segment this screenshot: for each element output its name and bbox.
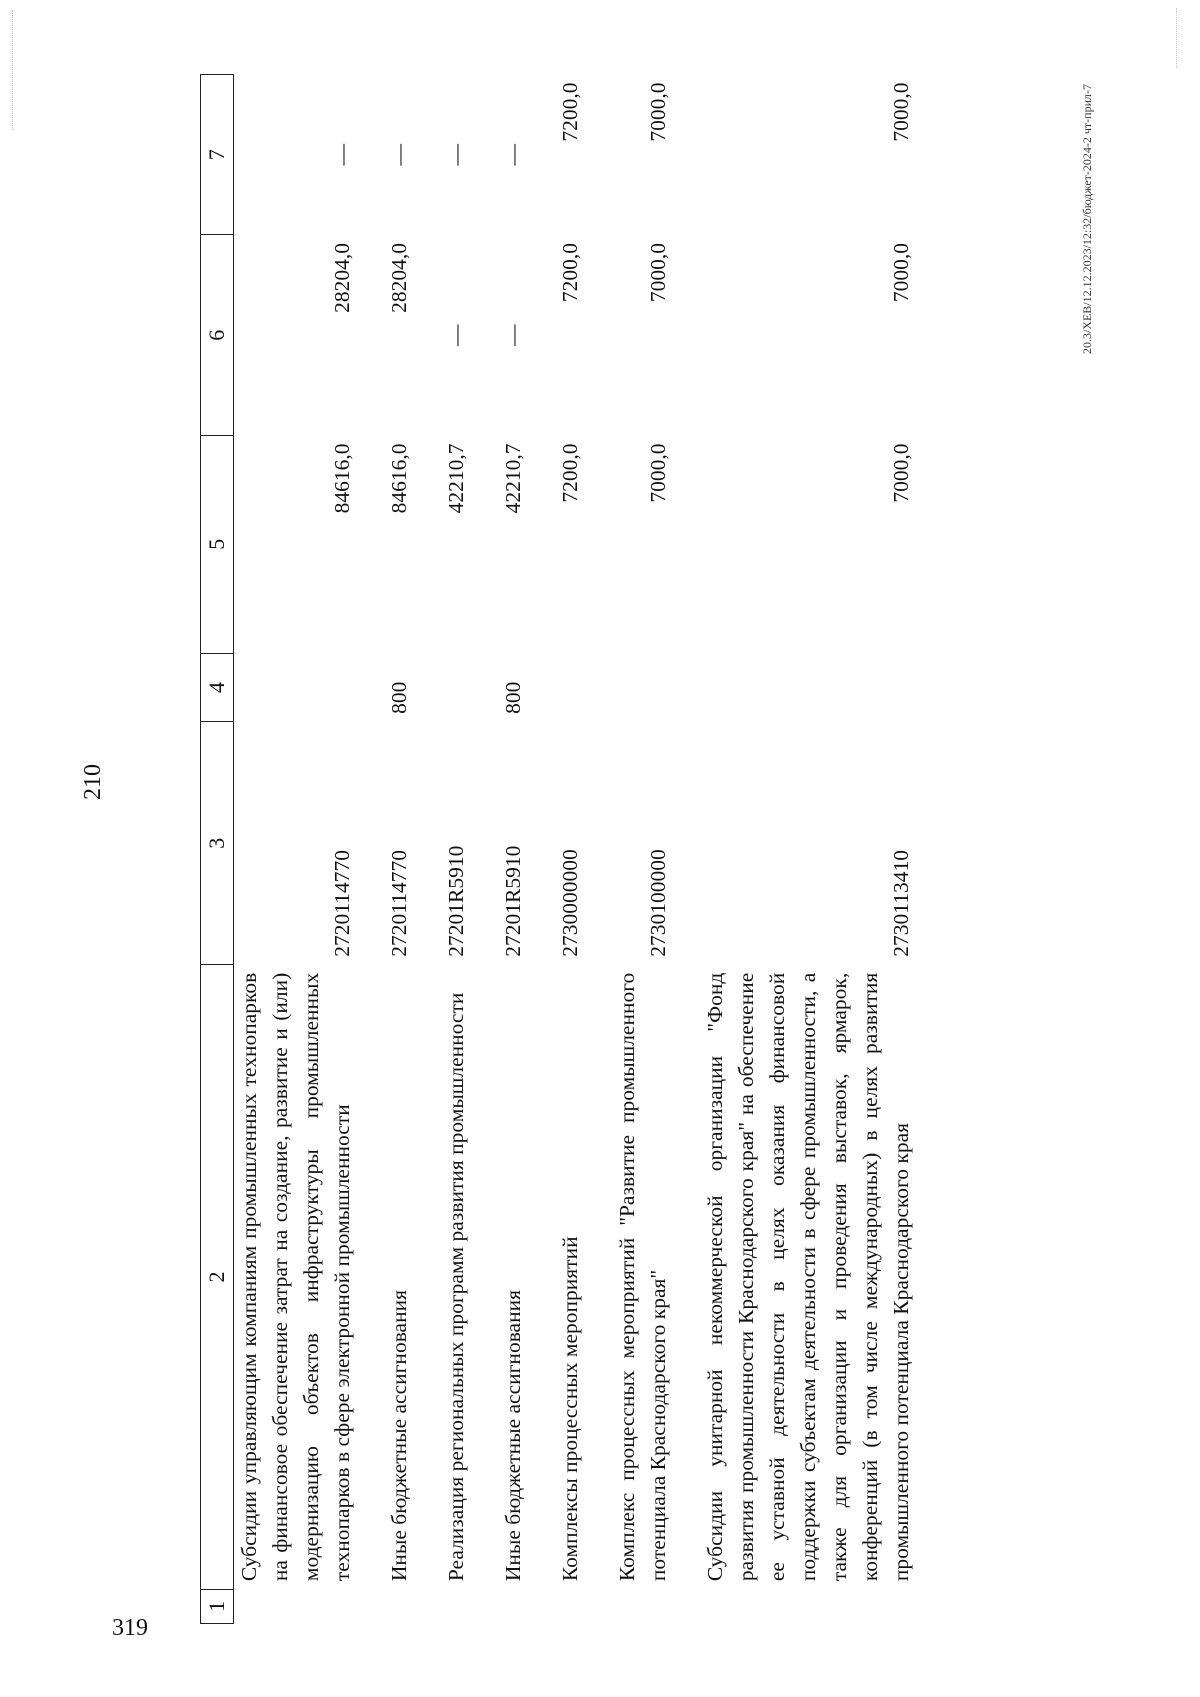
scan-edge-mark <box>1176 8 1181 68</box>
rotated-sheet <box>200 74 1200 1624</box>
row-value-6: — <box>501 324 525 346</box>
table-row <box>441 75 472 1624</box>
row-kind: 800 <box>387 681 411 714</box>
row-value-7: 7000,0 <box>889 82 913 142</box>
row-code: 27201R5910 <box>501 845 525 957</box>
row-value-7: 7000,0 <box>646 82 670 142</box>
row-value-5: 42210,7 <box>444 443 468 514</box>
row-kind <box>555 653 586 722</box>
column-header: 2 <box>201 965 234 1589</box>
row-kind <box>700 653 917 722</box>
row-value-7: — <box>444 143 468 166</box>
row-value-6: 7000,0 <box>646 242 670 303</box>
row-name: Субсидии унитарной некоммерческой организации "Фонд развития промышленности Краснодарского края" на обеспечение ее уставной деятельности в целях оказания финансовой поддержки субъектам деятельности в сфере промышленности, а также для организации и проведения выставок, ярмарок, конференций (в том числе международных) в целях развития промышленного потенциала Краснодарского края <box>703 972 913 1582</box>
row-value-5: 7000,0 <box>889 443 913 503</box>
row-value-5: 7000,0 <box>646 443 670 503</box>
row-code: 2720114770 <box>330 850 354 957</box>
row-value-7: 7200,0 <box>558 82 582 142</box>
row-value-7: — <box>330 143 354 166</box>
row-name: Иные бюджетные ассигнования <box>387 1289 411 1582</box>
page-number: 319 <box>112 1615 148 1641</box>
row-value-5: 84616,0 <box>387 443 411 514</box>
row-value-6: 28204,0 <box>330 242 354 313</box>
table-row <box>555 75 586 1624</box>
document-code: 20.3/ХЕВ/12.12.2023/12:32/бюджет-2024-2 чт-прил-7 <box>1080 84 1094 355</box>
row-value-7: — <box>501 143 525 166</box>
column-header: 7 <box>201 75 234 235</box>
row-value-5: 84616,0 <box>330 443 354 514</box>
column-header: 3 <box>201 722 234 965</box>
row-kind: 800 <box>501 681 525 714</box>
row-value-6: 7200,0 <box>558 242 582 303</box>
row-name: Комплексы процессных мероприятий <box>558 1236 582 1582</box>
table-row <box>612 75 674 1624</box>
column-header: 6 <box>201 235 234 435</box>
row-kind <box>234 653 359 722</box>
row-name: Комплекс процессных мероприятий "Развитие промышленного потенциала Краснодарского края" <box>615 972 670 1582</box>
row-value-6: 7000,0 <box>889 242 913 303</box>
row-value-5: 7200,0 <box>558 443 582 503</box>
row-name: Иные бюджетные ассигнования <box>501 1289 525 1582</box>
column-header: 4 <box>201 653 234 722</box>
table-row <box>384 75 415 1624</box>
row-kind <box>612 653 674 722</box>
row-value-7: — <box>387 143 411 166</box>
row-name: Субсидии управляющим компаниям промышленных технопарков на финансовое обеспечение затрат на создание, развитие и (или) модернизацию объектов инфраструктуры промышленных технопарков в сфере электронной промышленности <box>237 972 354 1582</box>
row-code: 2720114770 <box>387 850 411 957</box>
table-row <box>700 75 917 1624</box>
row-value-5: 42210,7 <box>501 443 525 514</box>
row-kind <box>441 653 472 722</box>
row-name: Реализация региональных программ развития промышленности <box>444 992 468 1582</box>
row-value-6: — <box>444 324 468 346</box>
table-header-row <box>201 75 234 1624</box>
row-code: 2730000000 <box>558 849 582 957</box>
column-header: 1 <box>201 1589 234 1623</box>
column-header: 5 <box>201 435 234 653</box>
budget-table <box>200 74 917 1624</box>
table-row <box>234 75 359 1624</box>
row-code: 2730113410 <box>889 850 913 957</box>
scan-edge-mark <box>12 10 17 130</box>
sheet-page-number: 210 <box>80 764 106 800</box>
row-code: 2730100000 <box>646 849 670 957</box>
row-value-6: 28204,0 <box>387 242 411 313</box>
row-code: 27201R5910 <box>444 845 468 957</box>
table-row <box>498 75 529 1624</box>
